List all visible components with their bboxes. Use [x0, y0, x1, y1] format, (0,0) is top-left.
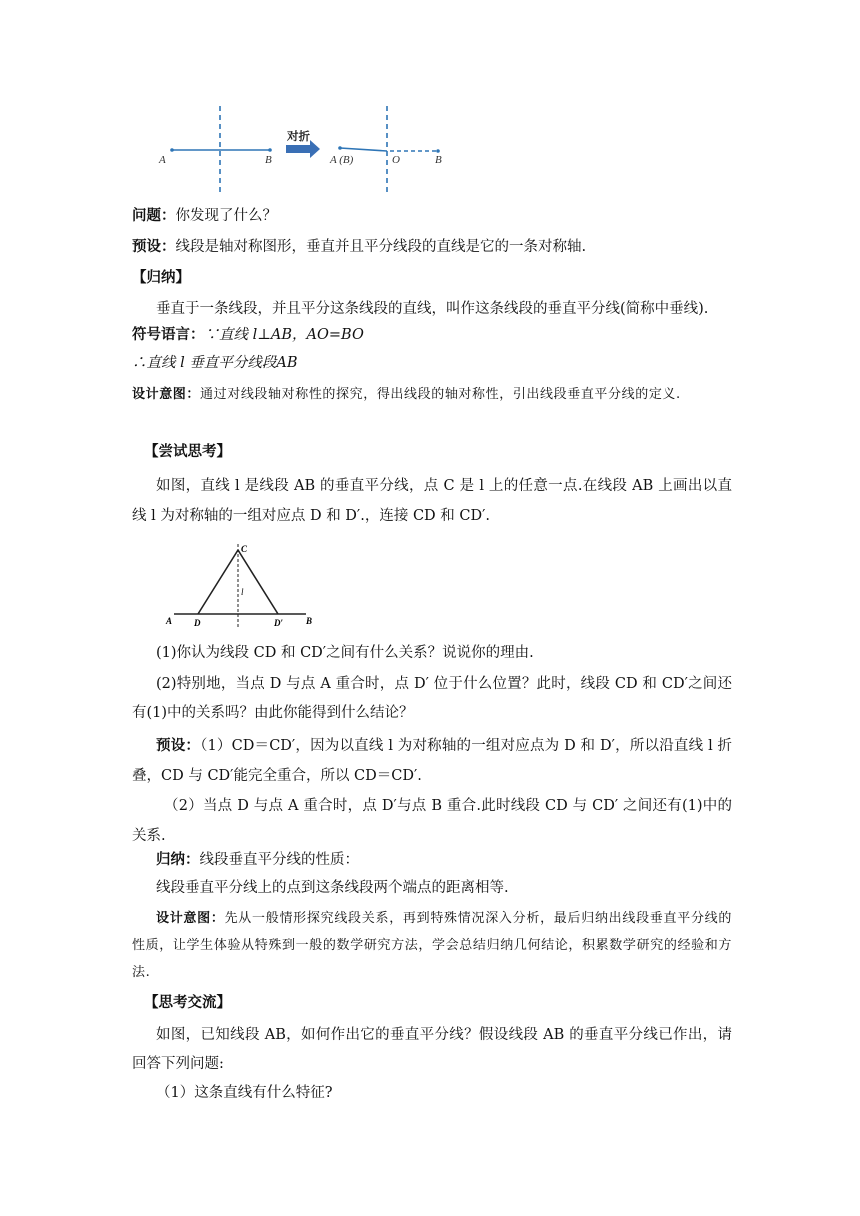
label-ab: A (B) — [330, 154, 354, 166]
label-a: A — [159, 154, 166, 166]
label-c: C — [241, 544, 248, 554]
property-line: 线段垂直平分线上的点到这条线段两个端点的距离相等. — [156, 880, 509, 896]
question-2: (2)特别地，当点 D 与点 A 重合时，点 D′ 位于什么位置？此时，线段 CD 和 CD′之间还有(1)中的关系吗？由此你能得到什么结论？ — [132, 676, 732, 721]
preset-2: 预设：（1）CD＝CD′，因为以直线 l 为对称轴的一组对应点为 D 和 D′，所以沿直线 l 折叠，CD 与 CD′能完全重合，所以 CD＝CD′. — [132, 737, 733, 784]
preset-line-1: 预设：线段是轴对称图形，垂直并且平分线段的直线是它的一条对称轴. — [132, 238, 587, 255]
point-a — [170, 148, 174, 152]
guina-2: 归纳：线段垂直平分线的性质： — [156, 851, 359, 868]
question-1: (1)你认为线段 CD 和 CD′之间有什么关系？说说你的理由. — [156, 645, 534, 661]
design-intent-1: 设计意图：通过对线段轴对称性的探究，得出线段的轴对称性，引出线段垂直平分线的定义. — [132, 387, 681, 402]
label-d: D — [194, 618, 201, 628]
preset-2b: （2）当点 D 与点 A 重合时，点 D′与点 B 重合.此时线段 CD 与 CD′ 之间还有(1)中的关系. — [132, 798, 732, 844]
point-b — [268, 148, 272, 152]
symbol-language: 符号语言：∵直线 l⊥AB，AO=BO — [132, 326, 364, 343]
design-intent-2: 设计意图：先从一般情形探究线段关系，再到特殊情况深入分析，最后归纳出线段垂直平分线的性质，让学生体验从特殊到一般的数学研究方法，学会总结归纳几何结论，积累数学研究的经验和方法. — [132, 911, 732, 980]
label-b: B — [265, 154, 272, 166]
heading-guina: 【归纳】 — [132, 269, 190, 286]
question-line: 问题：你发现了什么？ — [132, 207, 277, 224]
label-b2: B — [435, 154, 442, 166]
heading-try: 【尝试思考】 — [144, 443, 231, 460]
segment-cdp — [238, 550, 278, 614]
fold-label: 对折 — [287, 129, 310, 143]
heading-think: 【思考交流】 — [144, 994, 231, 1011]
label-dp: D′ — [274, 618, 284, 628]
therefore-line: ∴直线 l 垂直平分线段AB — [132, 355, 298, 371]
try-text: 如图，直线 l 是线段 AB 的垂直平分线，点 C 是 l 上的任意一点.在线段 AB 上画出以直线 l 为对称轴的一组对应点 D 和 D′.，连接 CD 和 CD′. — [132, 478, 732, 524]
think-text: 如图，已知线段 AB，如何作出它的垂直平分线？假设线段 AB 的垂直平分线已作出，请回答下列问题: — [132, 1027, 732, 1072]
fold-figure — [150, 100, 460, 200]
label-o: O — [392, 154, 400, 166]
label-b: B — [306, 616, 313, 626]
folded-segment — [340, 148, 387, 151]
segment-cd — [198, 550, 238, 614]
label-a: A — [166, 616, 173, 626]
definition-line: 垂直于一条线段，并且平分这条线段的直线，叫作这条线段的垂直平分线(简称中垂线). — [156, 301, 709, 317]
label-l: l — [241, 587, 244, 597]
point-ab — [338, 146, 342, 150]
think-question-1: （1）这条直线有什么特征? — [156, 1085, 333, 1101]
point-b2 — [436, 149, 440, 153]
triangle-figure — [160, 538, 320, 630]
